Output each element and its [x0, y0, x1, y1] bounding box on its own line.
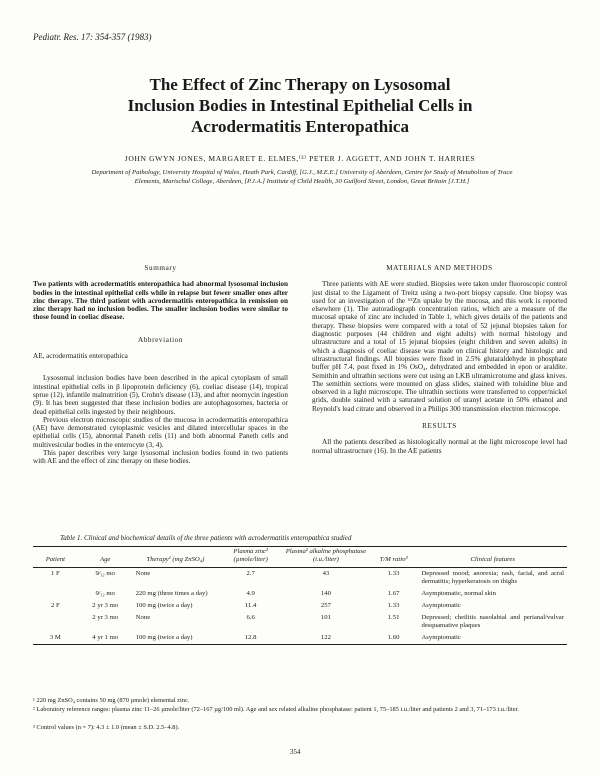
right-column: [312, 264, 567, 455]
table-cell: 4.9: [246, 590, 255, 597]
abbreviation-heading: Abbreviation: [137, 335, 184, 344]
table-cell: 12.8: [244, 634, 257, 641]
table-cell: 1 F: [51, 570, 60, 577]
left-column: [33, 264, 288, 466]
column-header: Therapy¹ (mg ZnSO₄): [146, 556, 205, 563]
methods-text: Three patients with AE were studied. Biopsies were taken under fluoroscopic control just distal to the Ligament of Treitz using a two-port biopsy capsule. One biopsy was used for an investigation of the ⁶⁵Zn uptake by the mucosa, and this work is reported elsewhere (1). The autoradiograph concentration ratios, which are a measure of the mucosal uptake of zinc are included in Table 1, which gives details of the patients and therapy. These biopsies were compared with a total of 52 jejunal biopsies taken for diagnostic purposes (44 children and eight adults) with normal histology and ultrastructure and a total of 15 jejunal biopsies (eight children and seven adults) in which a diagnosis of coeliac disease was made on clinical history and histologic and ultrastructural findings. All biopsies were fixed in 2.5% glutaraldehyde in phosphate buffer pH 7.4, post fixed in 1% OsO₄, dehydrated and embedded in epon or araldite. Semithin and ultrathin sections were cut using an LKB ultramicrotome and glass knives. The semithin sections were mounted on glass slides, stained with toluidine blue and observed in a light microscope. The ultrathin sections were transferred to copper/nickel grids, double stained with a saturated solution of uranyl acetate in 50% ethanol and Reynold's lead citrate and observed in a Philips 300 transmission electron microscope.: [312, 280, 567, 413]
title-line: Acrodermatitis Enteropathica: [191, 117, 409, 136]
summary-heading: Summary: [144, 264, 177, 272]
table-cell: 9⁄₁₂ mo: [95, 570, 115, 577]
table-row: [33, 600, 567, 612]
table-cell: 2 yr 3 mo: [92, 614, 119, 621]
table-cell: Asymptomatic: [421, 634, 461, 641]
affiliation: Department of Pathology, University Hospital of Wales, Heath Park, Cardiff, [G.J., M.E.E.] University of Aberdeen, Centre for Study of Metabolism of Trace Elements, Marischal College, Aberdeen, [P.J.A.] Institute of Child Health, 30 Guilford Street, London, Great Britain [J.T.H.]: [91, 169, 513, 185]
title-line: The Effect of Zinc Therapy on Lysosomal: [149, 75, 451, 94]
table-footnote: ³ Control values (n = 7): 4.3 ± 1.0 (mean ± S.D. 2.5–4.8).: [33, 724, 180, 731]
table-cell: 1.51: [387, 614, 400, 621]
table-row: [33, 568, 567, 589]
table-cell: 11.4: [244, 602, 257, 609]
column-header: Plasma zinc² (µmole/liter): [233, 548, 268, 563]
table-cell: None: [135, 570, 151, 577]
column-header: Clinical features: [470, 556, 515, 563]
table-cell: 3 M: [49, 634, 61, 641]
table-cell: 257: [320, 602, 331, 609]
table-cell: 2 yr 3 mo: [92, 602, 119, 609]
column-header: Plasma² alkaline phosphatase (i.u./liter): [285, 548, 367, 563]
table-cell: Asymptomatic, normal skin: [421, 590, 496, 597]
table-cell: 122: [320, 634, 331, 641]
column-header: Patient: [45, 556, 66, 563]
table-cell: 100 mg (twice a day): [135, 634, 193, 641]
table-cell: 9⁄₁₂ mo: [95, 590, 115, 597]
table-cell: 4 yr 1 mo: [92, 634, 119, 641]
author-list: JOHN GWYN JONES, MARGARET E. ELMES,⁽³⁾ PETER J. AGGETT, AND JOHN T. HARRIES: [124, 154, 476, 163]
table-header-row: [33, 547, 567, 568]
table-cell: 100 mg (twice a day): [135, 602, 193, 609]
page-number: 354: [290, 748, 301, 756]
table-cell: 1.60: [387, 634, 400, 641]
table-cell: Depressed; cheilitis nasolabial and perianal/vulvar desquamative plaques: [421, 614, 564, 629]
journal-citation: Pediatr. Res. 17: 354-357 (1983): [33, 32, 152, 42]
patient-table: [33, 546, 567, 645]
table-cell: 43: [322, 570, 330, 577]
table-row: [33, 612, 567, 632]
intro-paragraph: Lysosomal inclusion bodies have been described in the apical cytoplasm of small intestinal epithelial cells in β lipoprotein deficiency (6), coeliac disease (14), tropical sprue (12), infantile malnutrition (5), Crohn's disease (13), and after neomycin ingestion (9). It has been suggested that these inclusion bodies are autophagosomes, bacteria or dead epithelial cells ingested by their neighbours.: [33, 374, 288, 416]
table-cell: Asymptomatic: [421, 602, 461, 609]
table-cell: 101: [320, 614, 331, 621]
table-footnote: ² Laboratory reference ranges: plasma zinc 11–26 µmole/liter (72–167 µg/100 ml). Age and sex related alkaline phosphatase: patient 1, 75–185 i.u./liter and patients 2 and 3, 71–173 i.u./liter.: [33, 706, 519, 713]
title-line: Inclusion Bodies in Intestinal Epithelial Cells in: [127, 96, 473, 115]
table-cell: 1.67: [387, 590, 400, 597]
results-heading: RESULTS: [422, 422, 457, 431]
table-row: [33, 588, 567, 600]
table-cell: 1.33: [387, 602, 400, 609]
table-footnote: ¹ 220 mg ZnSO₄ contains 50 mg (870 µmole) elemental zinc.: [33, 697, 190, 704]
abbreviation-text: AE, acrodermatitis enteropathica: [33, 352, 128, 361]
intro-paragraph: This paper describes very large lysosomal inclusion bodies found in two patients with AE and the effect of zinc therapy on these bodies.: [33, 449, 288, 466]
table-caption: Table 1. Clinical and biochemical details of the three patients with acrodermatitis enteropathica studied: [60, 534, 352, 542]
column-header: T/M ratio³: [379, 556, 408, 563]
article-title: [60, 74, 540, 137]
table-cell: [33, 588, 78, 600]
table-cell: None: [135, 614, 151, 621]
table-cell: 1.33: [387, 570, 400, 577]
table-cell: Depressed mood; anorexia; rash, facial, and acral dermatitis; hyperkeratosis on thighs: [421, 570, 564, 585]
intro-paragraph: Previous electron microscopic studies of the mucosa in acrodermatitis enteropathica (AE) have demonstrated cytoplasmic vesicles and dilated intercellular spaces in the epithelial cells (15), abnormal Paneth cells (11) and both abnormal Paneth cells and multivesicular bodies in the enterocyte (3, 4).: [33, 415, 288, 449]
methods-heading: MATERIALS AND METHODS: [386, 264, 493, 272]
table-row: [33, 632, 567, 645]
results-text: All the patients described as histologically normal at the light microscope level had normal ultrastructure (16). In the AE patients: [312, 438, 567, 455]
column-header: Age: [100, 556, 111, 563]
table-cell: 6.6: [246, 614, 255, 621]
table-cell: 2.7: [246, 570, 255, 577]
table-cell: [33, 612, 78, 632]
summary-text: Two patients with acrodermatitis enteropathica had abnormal lysosomal inclusion bodies in the intestinal epithelial cells while in relapse but fewer smaller ones after zinc therapy. The third patient with acrodermatitis enteropathica in remission on zinc therapy had no inclusion bodies. The smaller inclusion bodies were similar to those found in coeliac disease.: [33, 280, 288, 322]
table-cell: 2 F: [51, 602, 60, 609]
table-cell: 220 mg (three times a day): [135, 590, 208, 597]
table-cell: 140: [320, 590, 331, 597]
